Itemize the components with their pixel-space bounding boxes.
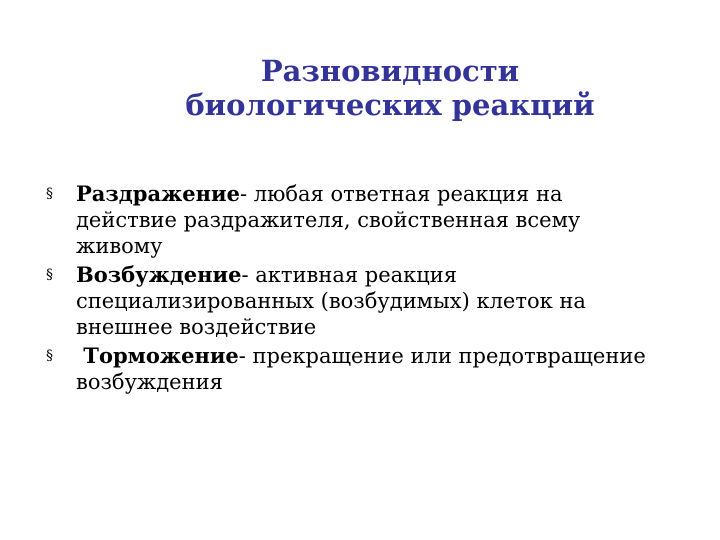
term-excitation: Возбуждение [76, 262, 242, 287]
slide-title [150, 54, 630, 122]
list-item-excitation [46, 262, 666, 340]
slide-title-line-1: Разновидности [260, 54, 520, 88]
bullet-marker-icon: § [46, 267, 53, 283]
bullet-marker-icon: § [46, 186, 53, 202]
definition-excitation: - активная реакция специализированных (возбудимых) клеток на внешнее воздействие [76, 263, 586, 339]
list-item-irritation [46, 181, 666, 259]
list-item-inhibition [46, 343, 666, 395]
term-inhibition: Торможение [76, 343, 239, 368]
bullet-marker-icon: § [46, 348, 53, 364]
definition-inhibition: - прекращение или предотвращение возбуждения [76, 344, 646, 394]
slide-title-line-2: биологических реакций [185, 88, 595, 122]
bullet-list [46, 181, 666, 398]
term-irritation: Раздражение [76, 181, 240, 206]
definition-irritation: - любая ответная реакция на действие раздражителя, свойственная всему живому [76, 182, 581, 258]
